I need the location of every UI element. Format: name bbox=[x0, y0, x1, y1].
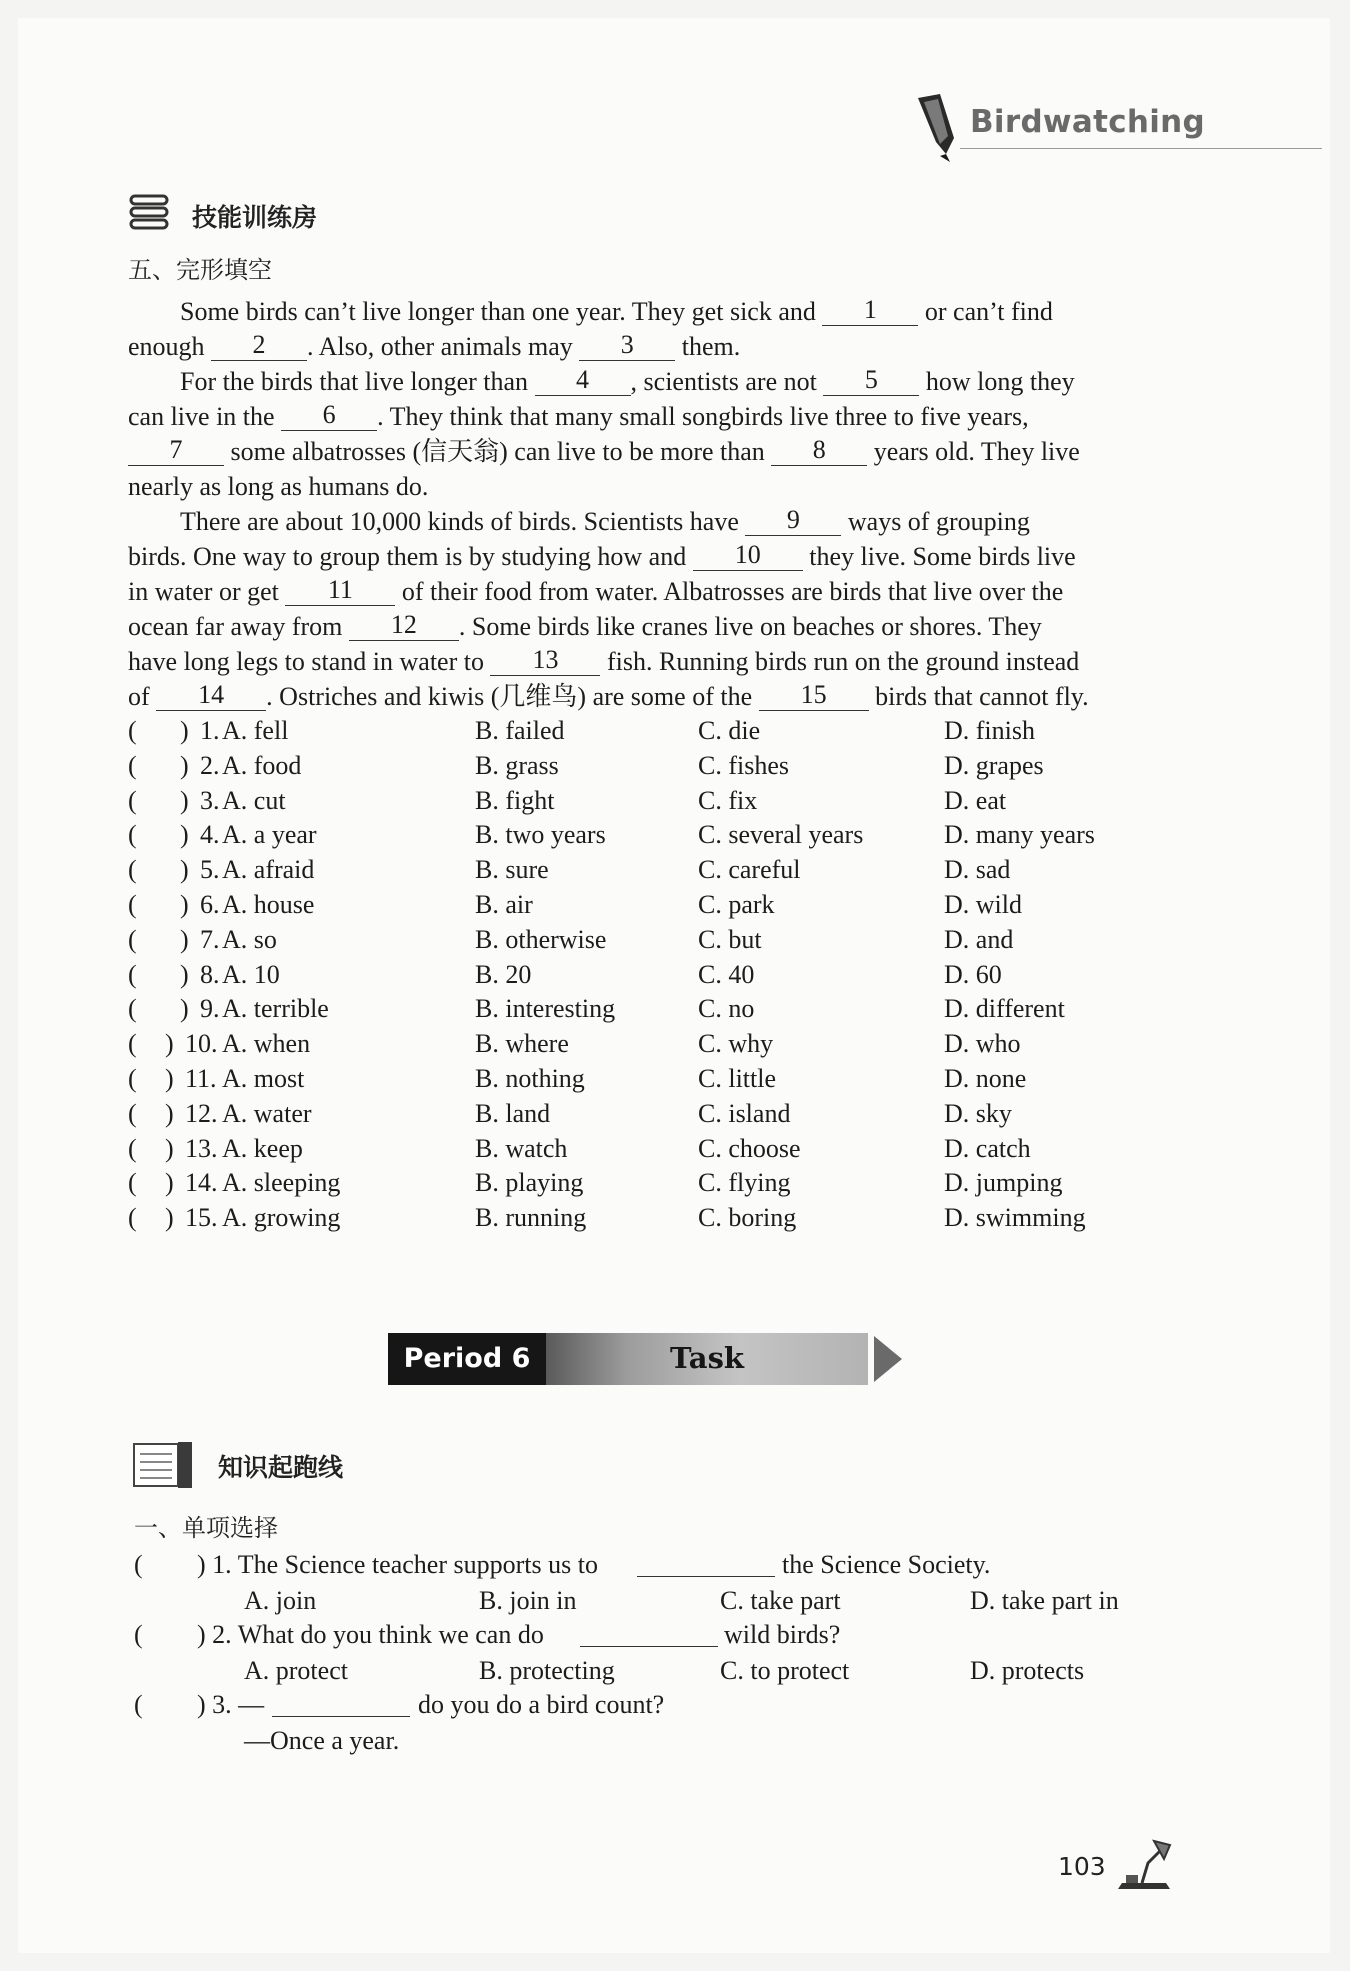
option-b[interactable]: B. interesting bbox=[475, 994, 616, 1024]
option-c[interactable]: C. fix bbox=[698, 785, 758, 815]
cloze-blank[interactable] bbox=[693, 540, 803, 571]
option-d[interactable]: D. and bbox=[944, 924, 1014, 954]
passage-text: them. bbox=[675, 332, 741, 361]
answer-paren: ( bbox=[128, 1064, 137, 1093]
passage-line bbox=[128, 329, 1158, 364]
question-number: 13. bbox=[185, 1133, 218, 1163]
answer-paren-close: ) bbox=[180, 716, 189, 745]
question-number: 8. bbox=[200, 959, 220, 989]
desk-lamp-icon bbox=[1112, 1835, 1176, 1895]
blank-number: 9 bbox=[786, 505, 800, 534]
option-a[interactable]: A. 10 bbox=[222, 959, 280, 989]
blank-number: 5 bbox=[864, 365, 878, 394]
cloze-passage bbox=[128, 294, 1158, 714]
q1-option-c[interactable]: C. take part bbox=[720, 1586, 841, 1615]
answer-paren: ( bbox=[128, 1133, 137, 1163]
option-a[interactable]: A. most bbox=[222, 1064, 305, 1093]
option-a[interactable]: A. keep bbox=[222, 1133, 303, 1163]
q1-stem-a: ) 1. The Science teacher supports us to bbox=[197, 1550, 598, 1579]
answer-paren-close: ) bbox=[165, 1203, 174, 1233]
passage-text: enough bbox=[128, 332, 212, 361]
passage-line bbox=[128, 364, 1158, 399]
passage-text: . Some birds like cranes live on beaches or shores. They bbox=[458, 612, 1042, 641]
passage-text: or can’t find bbox=[918, 297, 1053, 326]
part-title-cloze: 五、完形填空 bbox=[128, 256, 272, 284]
question-number: 3. bbox=[200, 785, 220, 815]
answer-paren: ( bbox=[128, 890, 137, 919]
q3-blank[interactable] bbox=[272, 1716, 410, 1717]
option-d[interactable]: D. sky bbox=[944, 1098, 1012, 1128]
q2-stem-b: wild birds? bbox=[724, 1620, 841, 1649]
question-number: 2. bbox=[200, 750, 220, 780]
answer-paren-close: ) bbox=[180, 924, 189, 954]
option-c[interactable]: C. island bbox=[698, 1098, 791, 1128]
pen-icon bbox=[910, 92, 962, 162]
option-b[interactable]: B. air bbox=[475, 890, 533, 919]
option-d[interactable]: D. grapes bbox=[944, 750, 1044, 780]
option-a[interactable]: A. fell bbox=[222, 716, 289, 745]
cloze-blank[interactable] bbox=[759, 680, 869, 711]
question-number: 1. bbox=[200, 716, 220, 745]
option-c[interactable]: C. flying bbox=[698, 1168, 791, 1198]
answer-paren-close: ) bbox=[165, 1133, 174, 1163]
option-b[interactable]: B. playing bbox=[475, 1168, 584, 1198]
passage-line bbox=[128, 469, 1158, 504]
passage-text: birds. One way to group them is by studying how and bbox=[128, 542, 693, 571]
cloze-blank[interactable] bbox=[349, 610, 459, 641]
passage-text: have long legs to stand in water to bbox=[128, 647, 491, 676]
option-b[interactable]: B. running bbox=[475, 1203, 587, 1233]
option-b[interactable]: B. sure bbox=[475, 855, 549, 885]
option-a[interactable]: A. afraid bbox=[222, 855, 315, 885]
passage-text: fish. Running birds run on the ground instead bbox=[600, 647, 1080, 676]
option-c[interactable]: C. little bbox=[698, 1064, 776, 1093]
stack-icon bbox=[128, 192, 170, 232]
q3-answer: —Once a year. bbox=[244, 1726, 400, 1755]
answer-paren: ( bbox=[128, 1168, 137, 1198]
q2-stem-a: ) 2. What do you think we can do bbox=[197, 1620, 544, 1649]
option-b[interactable]: B. watch bbox=[475, 1133, 568, 1163]
option-c[interactable]: C. fishes bbox=[698, 750, 789, 780]
passage-text: in water or get bbox=[128, 577, 286, 606]
cloze-blank[interactable] bbox=[535, 365, 631, 396]
passage-text: Some birds can’t live longer than one year. They get sick and bbox=[180, 297, 823, 326]
question-number: 14. bbox=[185, 1168, 218, 1198]
answer-paren-close: ) bbox=[165, 1029, 174, 1059]
passage-line bbox=[128, 294, 1158, 329]
option-a[interactable]: A. sleeping bbox=[222, 1168, 341, 1198]
blank-number: 14 bbox=[198, 680, 225, 709]
passage-text: For the birds that live longer than bbox=[180, 367, 535, 396]
cloze-blank[interactable] bbox=[823, 365, 919, 396]
passage-text: some albatrosses (信天翁) can live to be more than bbox=[224, 437, 772, 466]
answer-paren-close: ) bbox=[180, 820, 189, 850]
passage-text: . Also, other animals may bbox=[307, 332, 580, 361]
q3-stem-a: ) 3. — bbox=[197, 1690, 265, 1719]
passage-text: ocean far away from bbox=[128, 612, 349, 641]
book-icon bbox=[132, 1440, 198, 1490]
option-b[interactable]: B. fight bbox=[475, 785, 555, 815]
passage-line bbox=[128, 539, 1158, 574]
blank-number: 7 bbox=[169, 435, 183, 464]
option-a[interactable]: A. when bbox=[222, 1029, 311, 1059]
option-a[interactable]: A. a year bbox=[222, 820, 317, 850]
passage-line bbox=[128, 504, 1158, 539]
answer-paren-close: ) bbox=[180, 994, 189, 1024]
option-d[interactable]: D. who bbox=[944, 1029, 1021, 1059]
option-d[interactable]: D. swimming bbox=[944, 1203, 1086, 1233]
answer-paren-close: ) bbox=[180, 890, 189, 919]
blank-number: 8 bbox=[812, 435, 826, 464]
option-b[interactable]: B. nothing bbox=[475, 1064, 585, 1093]
cloze-blank[interactable] bbox=[281, 400, 377, 431]
question-number: 4. bbox=[200, 820, 220, 850]
q1-option-d[interactable]: D. take part in bbox=[970, 1586, 1119, 1615]
section-title-skills: 技能训练房 bbox=[192, 203, 318, 232]
option-c[interactable]: C. die bbox=[698, 716, 761, 745]
passage-line bbox=[128, 399, 1158, 434]
option-c[interactable]: C. boring bbox=[698, 1203, 797, 1233]
passage-text: . They think that many small songbirds live three to five years, bbox=[377, 402, 1029, 431]
option-a[interactable]: A. food bbox=[222, 750, 302, 780]
option-c[interactable]: C. no bbox=[698, 994, 755, 1024]
option-d[interactable]: D. jumping bbox=[944, 1168, 1063, 1198]
answer-paren-close: ) bbox=[165, 1098, 174, 1128]
option-d[interactable]: D. different bbox=[944, 994, 1065, 1024]
answer-paren-close: ) bbox=[180, 750, 189, 780]
blank-number: 4 bbox=[576, 365, 590, 394]
blank-number: 1 bbox=[863, 295, 877, 324]
option-c[interactable]: C. choose bbox=[698, 1133, 801, 1163]
passage-line bbox=[128, 434, 1158, 469]
q1-paren: ( bbox=[134, 1550, 143, 1579]
q2-paren: ( bbox=[134, 1620, 143, 1649]
passage-text: can live in the bbox=[128, 402, 282, 431]
arrow-icon bbox=[874, 1336, 902, 1382]
answer-paren: ( bbox=[128, 994, 137, 1024]
passage-line bbox=[128, 679, 1158, 714]
question-number: 11. bbox=[185, 1064, 217, 1093]
cloze-blank[interactable] bbox=[771, 435, 867, 466]
option-d[interactable]: D. none bbox=[944, 1064, 1027, 1093]
cloze-blank[interactable] bbox=[211, 330, 307, 361]
blank-number: 15 bbox=[800, 680, 827, 709]
option-d[interactable]: D. catch bbox=[944, 1133, 1031, 1163]
question-number: 12. bbox=[185, 1098, 218, 1128]
option-c[interactable]: C. 40 bbox=[698, 959, 755, 989]
answer-paren-close: ) bbox=[180, 959, 189, 989]
passage-text: of their food from water. Albatrosses are birds that live over the bbox=[395, 577, 1064, 606]
option-a[interactable]: A. so bbox=[222, 924, 277, 954]
question-number: 15. bbox=[185, 1203, 218, 1233]
option-d[interactable]: D. eat bbox=[944, 785, 1007, 815]
option-d[interactable]: D. sad bbox=[944, 855, 1011, 885]
answer-paren-close: ) bbox=[180, 855, 189, 885]
option-b[interactable]: B. 20 bbox=[475, 959, 532, 989]
option-c[interactable]: C. park bbox=[698, 890, 775, 919]
option-d[interactable]: D. finish bbox=[944, 716, 1035, 745]
answer-paren: ( bbox=[128, 1098, 137, 1128]
blank-number: 13 bbox=[532, 645, 559, 674]
option-b[interactable]: B. two years bbox=[475, 820, 606, 850]
question-number: 6. bbox=[200, 890, 220, 919]
blank-number: 11 bbox=[327, 575, 353, 604]
question-number: 5. bbox=[200, 855, 220, 885]
passage-text: years old. They live bbox=[867, 437, 1080, 466]
blank-number: 2 bbox=[252, 330, 266, 359]
passage-text: , scientists are not bbox=[630, 367, 824, 396]
q2-option-d[interactable]: D. protects bbox=[970, 1656, 1085, 1685]
cloze-blank[interactable] bbox=[128, 435, 224, 466]
passage-text: they live. Some birds live bbox=[802, 542, 1076, 571]
q3-paren: ( bbox=[134, 1690, 143, 1719]
answer-paren: ( bbox=[128, 716, 137, 745]
cloze-blank[interactable] bbox=[156, 680, 266, 711]
q2-option-a[interactable]: A. protect bbox=[244, 1656, 348, 1685]
q1-option-b[interactable]: B. join in bbox=[479, 1586, 577, 1615]
question-number: 10. bbox=[185, 1029, 218, 1059]
answer-paren: ( bbox=[128, 959, 137, 989]
option-a[interactable]: A. cut bbox=[222, 785, 286, 815]
answer-paren: ( bbox=[128, 1203, 137, 1233]
q1-stem-b: the Science Society. bbox=[782, 1550, 991, 1579]
task-box bbox=[546, 1333, 868, 1385]
option-a[interactable]: A. water bbox=[222, 1098, 312, 1128]
q2-option-b[interactable]: B. protecting bbox=[479, 1656, 615, 1685]
answer-paren: ( bbox=[128, 855, 137, 885]
passage-text: nearly as long as humans do. bbox=[128, 472, 429, 501]
option-a[interactable]: A. house bbox=[222, 890, 315, 919]
cloze-blank[interactable] bbox=[822, 295, 918, 326]
option-b[interactable]: B. failed bbox=[475, 716, 565, 745]
page-number: 103 bbox=[1058, 1852, 1106, 1881]
passage-text: of bbox=[128, 682, 157, 711]
blank-number: 12 bbox=[390, 610, 417, 639]
answer-paren-close: ) bbox=[165, 1168, 174, 1198]
task-label: Task bbox=[669, 1341, 744, 1375]
option-c[interactable]: C. but bbox=[698, 924, 762, 954]
period-label: Period 6 bbox=[388, 1333, 546, 1385]
option-a[interactable]: A. growing bbox=[222, 1203, 341, 1233]
passage-text: . Ostriches and kiwis (几维鸟) are some of the bbox=[266, 682, 759, 711]
answer-paren-close: ) bbox=[165, 1064, 174, 1093]
period-banner bbox=[388, 1333, 908, 1385]
question-number: 7. bbox=[200, 924, 220, 954]
passage-text: There are about 10,000 kinds of birds. Scientists have bbox=[180, 507, 746, 536]
passage-text: birds that cannot fly. bbox=[868, 682, 1089, 711]
q2-blank[interactable] bbox=[580, 1646, 718, 1647]
answer-paren: ( bbox=[128, 820, 137, 850]
part-title-choice: 一、单项选择 bbox=[134, 1514, 278, 1542]
option-b[interactable]: B. where bbox=[475, 1029, 569, 1059]
blank-number: 10 bbox=[734, 540, 761, 569]
option-d[interactable]: D. many years bbox=[944, 820, 1095, 850]
option-b[interactable]: B. grass bbox=[475, 750, 559, 780]
cloze-blank[interactable] bbox=[579, 330, 675, 361]
option-c[interactable]: C. why bbox=[698, 1029, 774, 1059]
question-number: 9. bbox=[200, 994, 220, 1024]
passage-text: how long they bbox=[919, 367, 1075, 396]
option-c[interactable]: C. careful bbox=[698, 855, 801, 885]
option-b[interactable]: B. land bbox=[475, 1098, 551, 1128]
passage-line bbox=[128, 644, 1158, 679]
q1-blank[interactable] bbox=[637, 1576, 775, 1577]
cloze-blank[interactable] bbox=[490, 645, 600, 676]
section-title-knowledge: 知识起跑线 bbox=[218, 1453, 344, 1482]
blank-number: 3 bbox=[620, 330, 634, 359]
option-b[interactable]: B. otherwise bbox=[475, 924, 607, 954]
answer-paren: ( bbox=[128, 924, 137, 954]
q2-option-c[interactable]: C. to protect bbox=[720, 1656, 850, 1685]
q1-option-a[interactable]: A. join bbox=[244, 1586, 317, 1615]
answer-paren: ( bbox=[128, 1029, 137, 1059]
option-d[interactable]: D. 60 bbox=[944, 959, 1002, 989]
answer-paren: ( bbox=[128, 785, 137, 815]
option-a[interactable]: A. terrible bbox=[222, 994, 329, 1024]
answer-paren: ( bbox=[128, 750, 137, 780]
passage-line bbox=[128, 574, 1158, 609]
header-rule bbox=[960, 148, 1322, 149]
cloze-blank[interactable] bbox=[285, 575, 395, 606]
blank-number: 6 bbox=[322, 400, 336, 429]
cloze-blank[interactable] bbox=[745, 505, 841, 536]
q3-stem-b: do you do a bird count? bbox=[418, 1690, 665, 1719]
passage-line bbox=[128, 609, 1158, 644]
option-c[interactable]: C. several years bbox=[698, 820, 864, 850]
passage-text: ways of grouping bbox=[841, 507, 1030, 536]
unit-title: Birdwatching bbox=[970, 104, 1206, 140]
option-d[interactable]: D. wild bbox=[944, 890, 1022, 919]
answer-paren-close: ) bbox=[180, 785, 189, 815]
